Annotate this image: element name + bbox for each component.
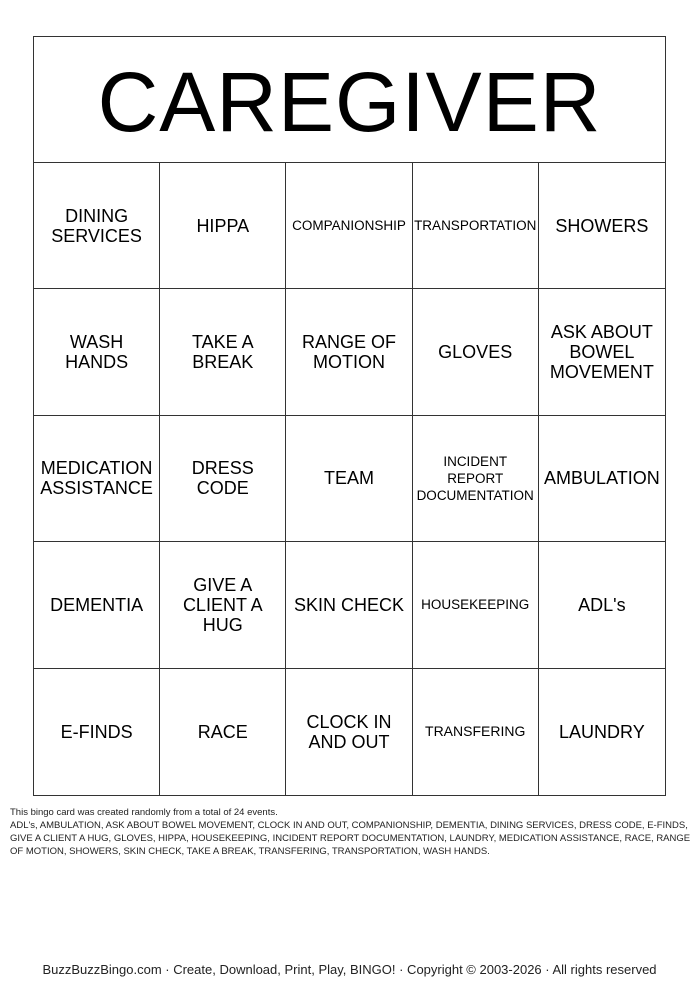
bingo-cell: HOUSEKEEPING [413,542,539,668]
bingo-cell: RANGE OF MOTION [286,289,412,415]
bingo-cell: TRANSPORTATION [413,163,539,289]
bingo-cell: GLOVES [413,289,539,415]
bingo-cell: LAUNDRY [559,721,645,742]
card-info [10,806,692,858]
bingo-cell: DRESS CODE [160,416,286,542]
bingo-cell: HIPPA [160,163,286,289]
bingo-cell: RACE [160,669,286,795]
info-summary: This bingo card was created randomly from a total of 24 events. [10,807,278,818]
bingo-grid [34,163,665,795]
bingo-cell: MEDICATION ASSISTANCE [34,416,160,542]
bingo-cell: TEAM [286,416,412,542]
bingo-cell: WASH HANDS [34,289,160,415]
footer-copyright: BuzzBuzzBingo.com · Create, Download, Print, Play, BINGO! · Copyright © 2003-2026 · All rights reserved [42,962,657,977]
event-list: ADL's, AMBULATION, ASK ABOUT BOWEL MOVEMENT, CLOCK IN AND OUT, COMPANIONSHIP, DEMENTIA, DINING SERVICES, DRESS CODE, E-FINDS, GIVE A CLIENT A HUG, GLOVES, HIPPA, HOUSEKEEPING, INCIDENT REPORT DOCUMENTATION, LAUNDRY, MEDICATION ASSISTANCE, RACE, RANGE OF MOTION, SHOWERS, SKIN CHECK, TAKE A BREAK, TRANSFERING, TRANSPORTATION, WASH HANDS. [10,820,691,857]
bingo-cell: SHOWERS [539,163,665,289]
bingo-cell: TAKE A BREAK [160,289,286,415]
bingo-cell: TRANSFERING [413,669,539,795]
bingo-cell: ADL's [539,542,665,668]
bingo-cell: AMBULATION [539,416,665,542]
bingo-cell: DINING SERVICES [34,163,160,289]
bingo-cell: E-FINDS [34,669,160,795]
bingo-cell: SKIN CHECK [286,542,412,668]
bingo-cell: COMPANIONSHIP [286,163,412,289]
bingo-cell: ASK ABOUT BOWEL MOVEMENT [539,289,665,415]
bingo-cell: DEMENTIA [34,542,160,668]
card-title: CAREGIVER [34,37,665,163]
bingo-cell: CLOCK IN AND OUT [286,669,412,795]
bingo-cell: GIVE A CLIENT A HUG [160,542,286,668]
bingo-cell: INCIDENT REPORT DOCUMENTATION [413,416,539,542]
bingo-card [33,36,666,796]
